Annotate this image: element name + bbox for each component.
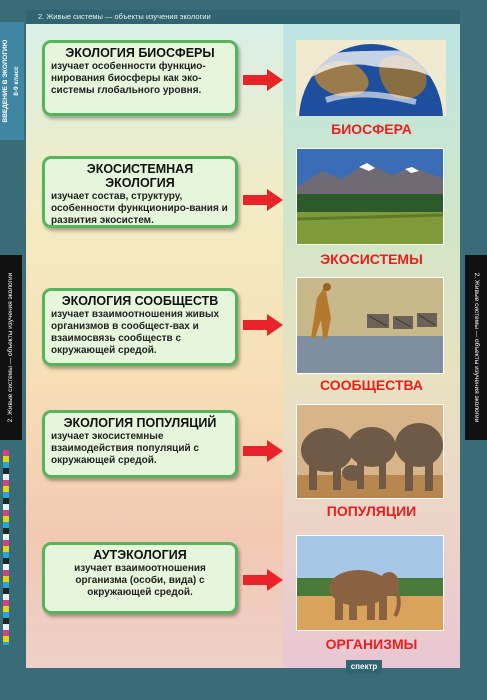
card-description: изучает взаимоотношения живых организмов в сообщест-вах и взаимосвязь сообществ с окружающей средой. [51, 309, 220, 356]
course-grade: 8-9 класс [13, 66, 20, 96]
poster-header: 2. Живые системы — объекты изучения экологии [26, 10, 460, 24]
left-side-band [0, 255, 22, 440]
card-title: ЭКОСИСТЕМНАЯ ЭКОЛОГИЯ [86, 162, 194, 190]
level-label-organisms: ОРГАНИЗМЫ [325, 636, 418, 652]
card-title: ЭКОЛОГИЯ ПОПУЛЯЦИЙ [63, 416, 217, 430]
course-title: ВВЕДЕНИЕ В ЭКОЛОГИЮ [2, 39, 9, 123]
level-label-communities: СООБЩЕСТВА [319, 377, 424, 393]
arrow-right-icon [243, 314, 283, 336]
card-description: изучает состав, структуру, особенности функциониро-вания и развития экосистем. [51, 191, 228, 226]
card-population-ecology [42, 410, 238, 478]
arrow-right-icon [243, 189, 283, 211]
card-community-ecology [42, 288, 238, 366]
course-tab [0, 22, 24, 140]
arrow-right-icon [243, 69, 283, 91]
single-elephant-photo [296, 535, 444, 631]
publisher-logo: спектр [346, 660, 382, 674]
arrow-right-icon [243, 440, 283, 462]
card-title: ЭКОЛОГИЯ СООБЩЕСТВ [61, 294, 219, 308]
card-description: изучает экосистемные взаимодействия популяций с окружающей средой. [51, 431, 199, 466]
card-description: изучает взаимоотношения организма (особи, вида) с окружающей средой. [74, 563, 206, 598]
left-band-text: 2. Живые системы — объекты изучения экологии [7, 272, 14, 423]
card-title: ЭКОЛОГИЯ БИОСФЕРЫ [65, 46, 215, 60]
landscape-photo [296, 148, 444, 245]
card-autecology [42, 542, 238, 614]
right-side-band [465, 255, 487, 440]
level-label-biosphere: БИОСФЕРА [331, 121, 412, 137]
elephant-herd-photo [296, 404, 444, 499]
card-ecosystem-ecology [42, 156, 238, 228]
card-title: АУТЭКОЛОГИЯ [93, 548, 187, 562]
card-description: изучает особенности функцио-нирования биосферы как эко-системы глобального уровня. [51, 61, 206, 96]
arrow-right-icon [243, 569, 283, 591]
level-label-ecosystems: ЭКОСИСТЕМЫ [320, 251, 423, 267]
level-label-populations: ПОПУЛЯЦИИ [326, 503, 417, 519]
savanna-waterhole-photo [296, 277, 444, 374]
globe-photo [296, 40, 446, 116]
print-color-bar [3, 450, 9, 645]
card-biosphere-ecology [42, 40, 238, 116]
right-band-text: 2. Живые системы — объекты изучения экологии [473, 272, 480, 423]
